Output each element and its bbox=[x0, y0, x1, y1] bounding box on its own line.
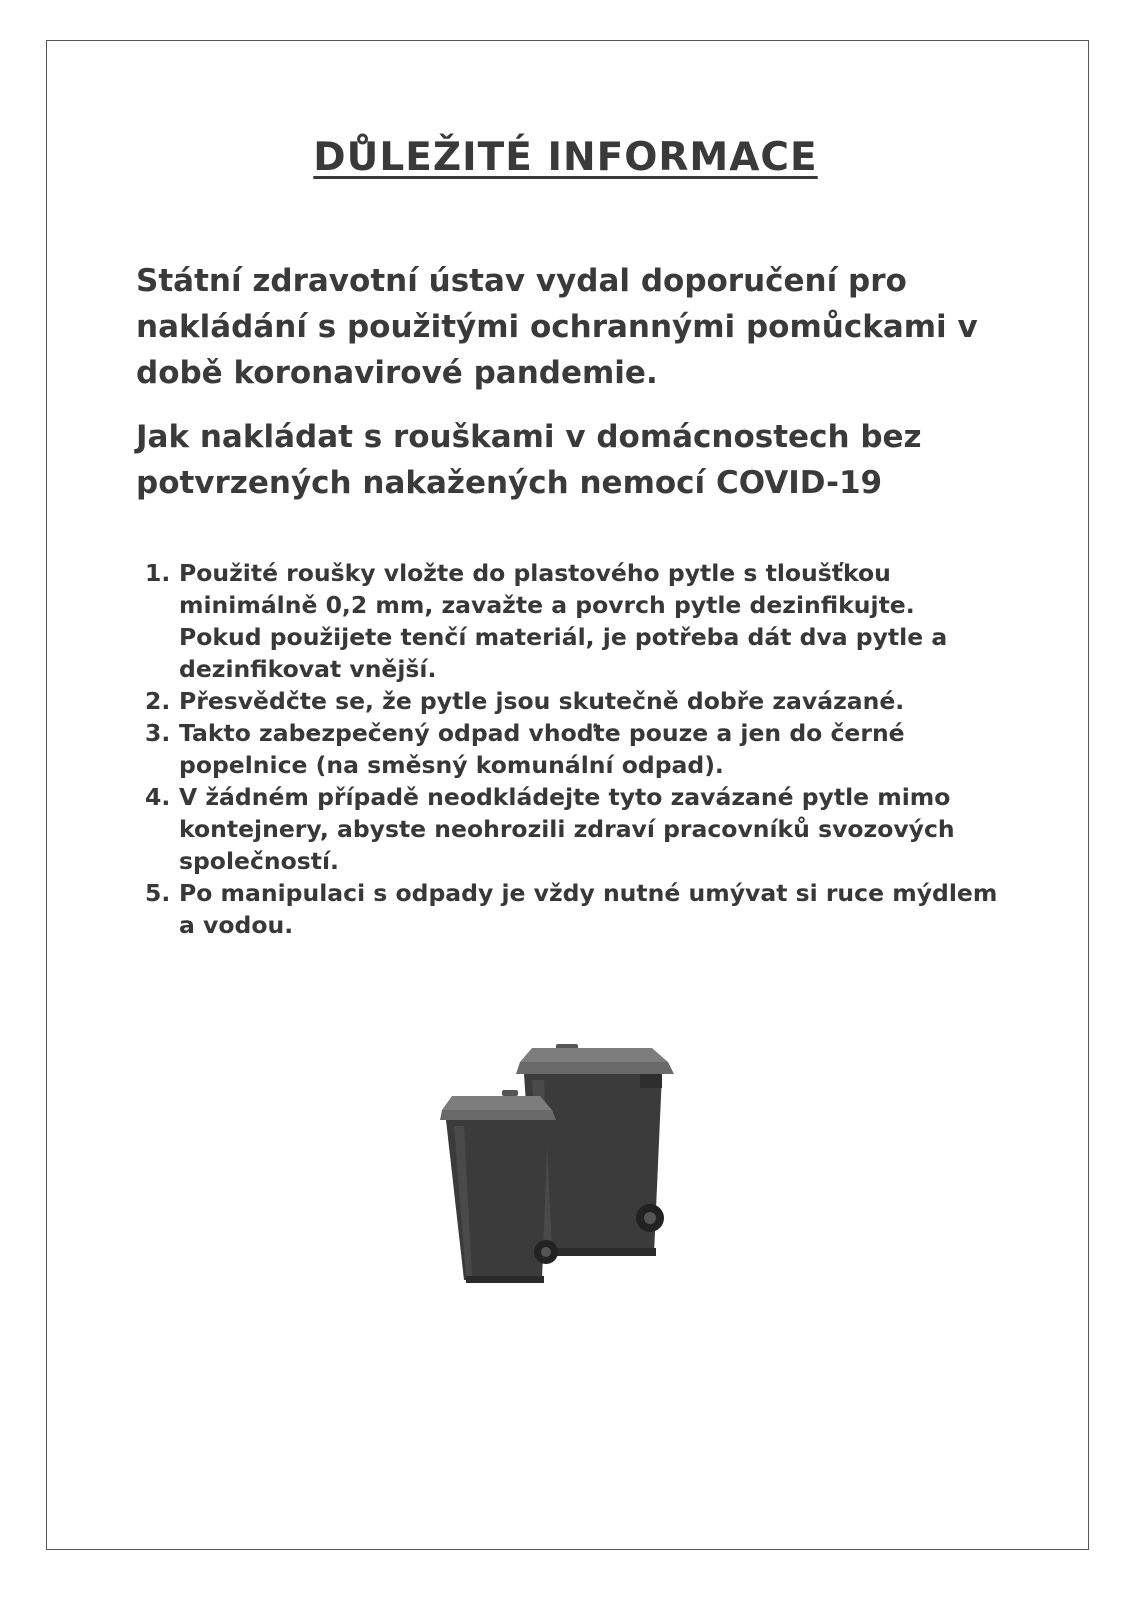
small-bin-icon bbox=[440, 1090, 558, 1283]
list-item-text: Takto zabezpečený odpad vhoďte pouze a jen do černé popelnice (na směsný komunální odpad). bbox=[179, 719, 905, 779]
list-item-text: Po manipulaci s odpady je vždy nutné umývat si ruce mýdlem a vodou. bbox=[179, 879, 998, 939]
list-item-number: 5. bbox=[145, 879, 171, 907]
list-item bbox=[145, 717, 1005, 781]
list-item bbox=[145, 557, 1005, 685]
instruction-list bbox=[145, 557, 1005, 941]
list-item bbox=[145, 877, 1005, 941]
list-item-text: Použité roušky vložte do plastového pytle s tloušťkou minimálně 0,2 mm, zavažte a povrch pytle dezinfikujte. Pokud použijete tenčí materiál, je potřeba dát dva pytle a dezinfikovat vnější. bbox=[179, 559, 948, 683]
list-item-number: 3. bbox=[145, 719, 171, 747]
waste-bins-icon bbox=[440, 1040, 680, 1290]
page-title-text: DŮLEŽITÉ INFORMACE bbox=[313, 135, 818, 180]
list-item bbox=[145, 781, 1005, 877]
list-item bbox=[145, 685, 1005, 717]
intro-paragraph-2: Jak nakládat s rouškami v domácnostech bez potvrzených nakažených nemocí COVID-19 bbox=[136, 419, 922, 501]
list-item-text: Přesvědčte se, že pytle jsou skutečně dobře zavázané. bbox=[179, 687, 905, 715]
list-item-number: 4. bbox=[145, 783, 171, 811]
list-item-number: 2. bbox=[145, 687, 171, 715]
intro-block bbox=[136, 258, 1036, 506]
list-item-number: 1. bbox=[145, 559, 171, 587]
page-title bbox=[0, 135, 1131, 180]
list-item-text: V žádném případě neodkládejte tyto zavázané pytle mimo kontejnery, abyste neohrozili zdraví pracovníků svozových společností. bbox=[179, 783, 955, 875]
intro-paragraph-1: Státní zdravotní ústav vydal doporučení pro nakládání s použitými ochrannými pomůckami v době koronavirové pandemie. bbox=[136, 263, 978, 391]
